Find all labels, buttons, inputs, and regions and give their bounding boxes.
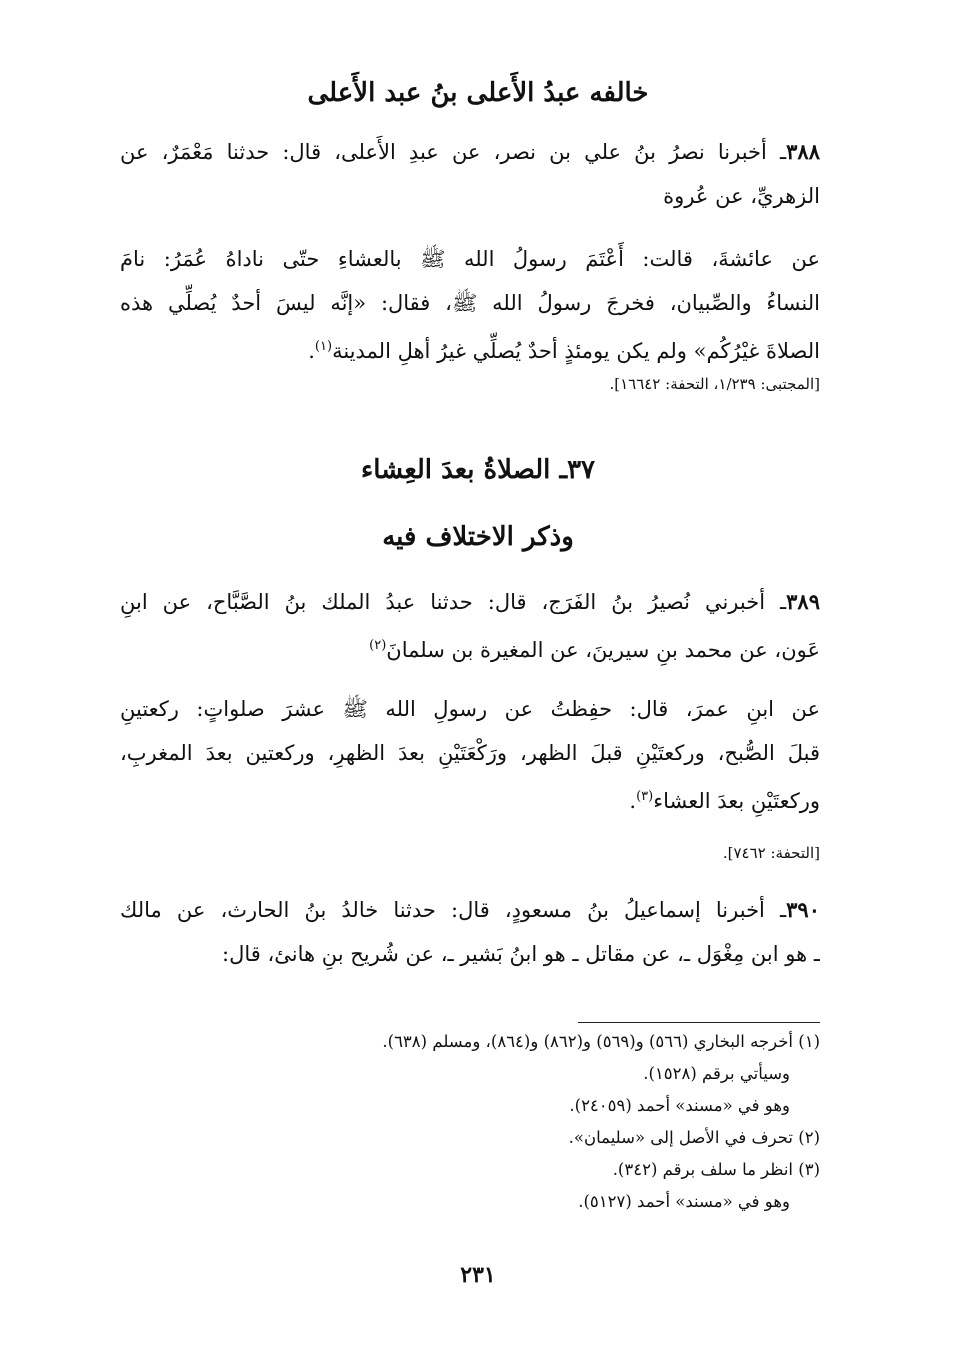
hadith-389 <box>120 580 820 672</box>
hadith-389-matn-line-2: قبلَ الصُّبح، وركعتَيْنِ قبلَ الظهر، ورَكْعَتَيْنِ بعدَ الظهرِ، وركعتين بعدَ المغربِ، <box>120 741 820 765</box>
hadith-389-isnad-line-2: عَون، عن محمد بنِ سيرينَ، عن المغيرة بن سلمانَ$^{(٢)}$ <box>369 638 820 662</box>
hadith-388-isnad-line-1: ٣٨٨ـ أخبرنا نصرُ بنُ علي بن نصر، عن عبدِ الأَعلى، قال: حدثنا مَعْمَرٌ، عن <box>120 139 820 164</box>
hadith-389-matn-line-3: وركعتَيْنِ بعدَ العشاء$^{(٣)}$. <box>629 789 820 813</box>
hadith-388-matn <box>120 237 820 395</box>
page-number: ٢٣١ <box>460 1262 496 1288</box>
footnote-1-cont-2: وهو في «مسند» أحمد (٢٤٠٥٩). <box>569 1096 790 1115</box>
hadith-389-matn <box>120 687 820 823</box>
hadith-388 <box>120 130 820 218</box>
section-subtitle: وذكر الاختلاف فيه <box>382 522 574 552</box>
footnote-1: (١) أخرجه البخاري (٥٦٦) و(٥٦٩) و(٨٦٢) و(٨٦٤)، ومسلم (٦٣٨). <box>382 1032 820 1051</box>
hadith-390-line-2: ـ هو ابن مِغْوَل ـ، عن مقاتل ـ هو ابنُ بَشير ـ، عن شُريح بنِ هانئ، قال: <box>222 942 820 966</box>
footnote-divider <box>578 1022 820 1023</box>
footnote-2: (٢) تحرف في الأصل إلى «سليمان». <box>568 1128 820 1147</box>
footnote-marker-1[interactable]: (١) <box>314 339 333 354</box>
hadith-388-isnad-line-2: الزهريِّ، عن عُروة <box>663 184 820 208</box>
footnote-1-cont-1: وسيأتي برقم (١٥٢٨). <box>643 1064 790 1083</box>
hadith-389-isnad-line-1: ٣٨٩ـ أخبرني نُصيرُ بنُ الفَرَج، قال: حدثنا عبدُ الملك بنُ الصَّبَّاح، عن ابنِ <box>120 589 820 614</box>
hadith-389-number: ٣٨٩ <box>786 589 820 614</box>
hadith-389-matn-line-1: عن ابنِ عمرَ، قال: حفِظتُ عن رسولِ الله ﷺ عشرَ صلواتٍ: ركعتينِ <box>120 697 820 721</box>
hadith-388-number: ٣٨٨ <box>786 139 820 164</box>
footnotes <box>120 1026 820 1218</box>
footnote-3: (٣) انظر ما سلف برقم (٣٤٢). <box>612 1160 820 1179</box>
chapter-title: خالفه عبدُ الأَعلى بنُ عبد الأَعلى <box>307 78 649 108</box>
hadith-388-matn-line-1: عن عائشةَ، قالت: أَعْتَمَ رسولُ الله ﷺ بالعشاءِ حتّى ناداهُ عُمَرُ: نامَ <box>120 247 820 271</box>
hadith-390-number: ٣٩٠ <box>786 897 820 922</box>
hadith-388-matn-line-3: الصلاةَ غيْرُكُم» ولم يكن يومئذٍ أحدٌ يُصلِّي غيرُ أهلِ المدينة$^{(١)}$. <box>308 339 820 363</box>
hadith-388-matn-line-2: النساءُ والصِّبيان، فخرجَ رسولُ الله ﷺ، فقال: «إنَّه ليسَ أحدٌ يُصلِّي هذه <box>120 291 820 315</box>
hadith-389-reference: [التحفة: ٧٤٦٢]. <box>722 844 820 862</box>
footnote-3-cont: وهو في «مسند» أحمد (٥١٢٧). <box>578 1192 790 1211</box>
footnote-marker-2[interactable]: (٢) <box>369 638 387 653</box>
section-title: ٣٧ـ الصلاةُ بعدَ العِشاء <box>361 455 595 485</box>
hadith-388-reference: [المجتبى: ١/٢٣٩، التحفة: ١٦٦٤٢]. <box>609 375 820 393</box>
hadith-390-line-1: ٣٩٠ـ أخبرنا إسماعيلُ بنُ مسعودٍ، قال: حدثنا خالدُ بنُ الحارث، عن مالك <box>120 897 820 922</box>
footnote-marker-3[interactable]: (٣) <box>636 789 654 804</box>
hadith-390 <box>120 888 820 976</box>
